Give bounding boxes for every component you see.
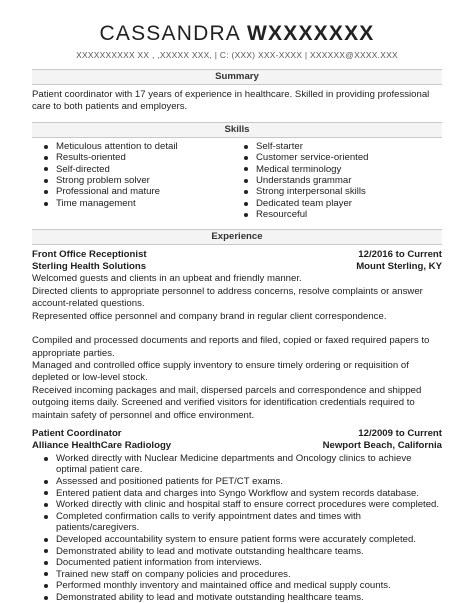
skill-item: Results-oriented bbox=[42, 152, 242, 163]
skills-left-column bbox=[42, 141, 242, 221]
job-bullet: Demonstrated ability to lead and motivate outstanding healthcare teams. bbox=[42, 592, 442, 603]
job-description-line: Managed and controlled office supply inventory to ensure timely ordering or requisition of depleted or low-level stock. bbox=[32, 359, 409, 384]
job-bullet: Demonstrated ability to lead and motivate outstanding healthcare teams. bbox=[42, 546, 442, 558]
job-bullet: Completed confirmation calls to verify appointment dates and times with patients/caregivers. bbox=[42, 511, 442, 534]
skill-item: Resourceful bbox=[242, 209, 442, 220]
job-company: Alliance HealthCare Radiology bbox=[32, 440, 172, 452]
skill-item: Dedicated team player bbox=[242, 198, 442, 209]
job-bullet: Documented patient information from interviews. bbox=[42, 557, 442, 569]
job-dates: 12/2016 to Current bbox=[358, 248, 442, 260]
experience-header: Experience bbox=[32, 229, 442, 245]
first-name: CASSANDRA bbox=[99, 22, 242, 45]
skill-item: Medical terminology bbox=[242, 164, 442, 175]
summary-header: Summary bbox=[32, 69, 442, 85]
job-bullet: Performed monthly inventory and maintained office and medical supply counts. bbox=[42, 580, 442, 592]
job-bullet: Assessed and positioned patients for PET/CT exams. bbox=[42, 476, 442, 488]
job-bullet: Trained new staff on company policies and procedures. bbox=[42, 569, 442, 581]
job-description-line: Represented office personnel and company brand in regular client correspondence. bbox=[32, 310, 387, 322]
skills-header: Skills bbox=[32, 122, 442, 138]
job-bullet: Entered patient data and charges into Syngo Workflow and system records database. bbox=[42, 488, 442, 500]
skill-item: Self-starter bbox=[242, 141, 442, 152]
job-location: Mount Sterling, KY bbox=[356, 261, 442, 273]
contact-line: XXXXXXXXXX XX , ,XXXXX XXX, | C: (XXX) XXX-XXXX | XXXXXX@XXXX.XXX bbox=[76, 50, 398, 60]
job-bullet: Worked directly with clinic and hospital staff to ensure correct procedures were completed. bbox=[42, 499, 442, 511]
job-company: Sterling Health Solutions bbox=[32, 261, 147, 273]
skill-item: Meticulous attention to detail bbox=[42, 141, 242, 152]
skill-item: Understands grammar bbox=[242, 175, 442, 186]
skills-list bbox=[32, 141, 442, 221]
job-bullets bbox=[32, 453, 442, 603]
skill-item: Time management bbox=[42, 198, 242, 209]
skill-item: Self-directed bbox=[42, 164, 242, 175]
skill-item: Professional and mature bbox=[42, 186, 242, 197]
last-name: WXXXXXXX bbox=[247, 22, 375, 45]
job-description-line: Received incoming packages and mail, dispersed parcels and correspondence and shipped outgoing items daily. Screened and verified visitors for identification credentials required to maintain safety of personnel and office environment. bbox=[32, 384, 422, 421]
job-entry bbox=[32, 428, 442, 603]
job-entry bbox=[32, 249, 442, 422]
job-bullet: Worked directly with Nuclear Medicine departments and Oncology clinics to achieve optimal patient care. bbox=[42, 453, 442, 476]
skill-item: Customer service-oriented bbox=[242, 152, 442, 163]
job-dates: 12/2009 to Current bbox=[358, 427, 442, 439]
candidate-name bbox=[32, 0, 442, 46]
job-title: Patient Coordinator bbox=[32, 427, 122, 439]
skill-item: Strong interpersonal skills bbox=[242, 186, 442, 197]
summary-text: Patient coordinator with 17 years of experience in healthcare. Skilled in providing professional care to both patients and employers. bbox=[32, 89, 430, 113]
job-bullet: Developed accountability system to ensure patient forms were accurately completed. bbox=[42, 534, 442, 546]
skill-item: Strong problem solver bbox=[42, 175, 242, 186]
job-location: Newport Beach, California bbox=[322, 440, 442, 452]
job-title: Front Office Receptionist bbox=[32, 248, 147, 260]
skills-right-column bbox=[242, 141, 442, 221]
job-description-line: Directed clients to appropriate personnel to address concerns, resolve complaints or answer account-related questions. bbox=[32, 285, 423, 310]
job-description-line: Welcomed guests and clients in an upbeat and friendly manner. bbox=[32, 273, 302, 285]
job-description-line: Compiled and processed documents and reports and filed, copied or faxed required papers to appropriate parties. bbox=[32, 335, 430, 359]
